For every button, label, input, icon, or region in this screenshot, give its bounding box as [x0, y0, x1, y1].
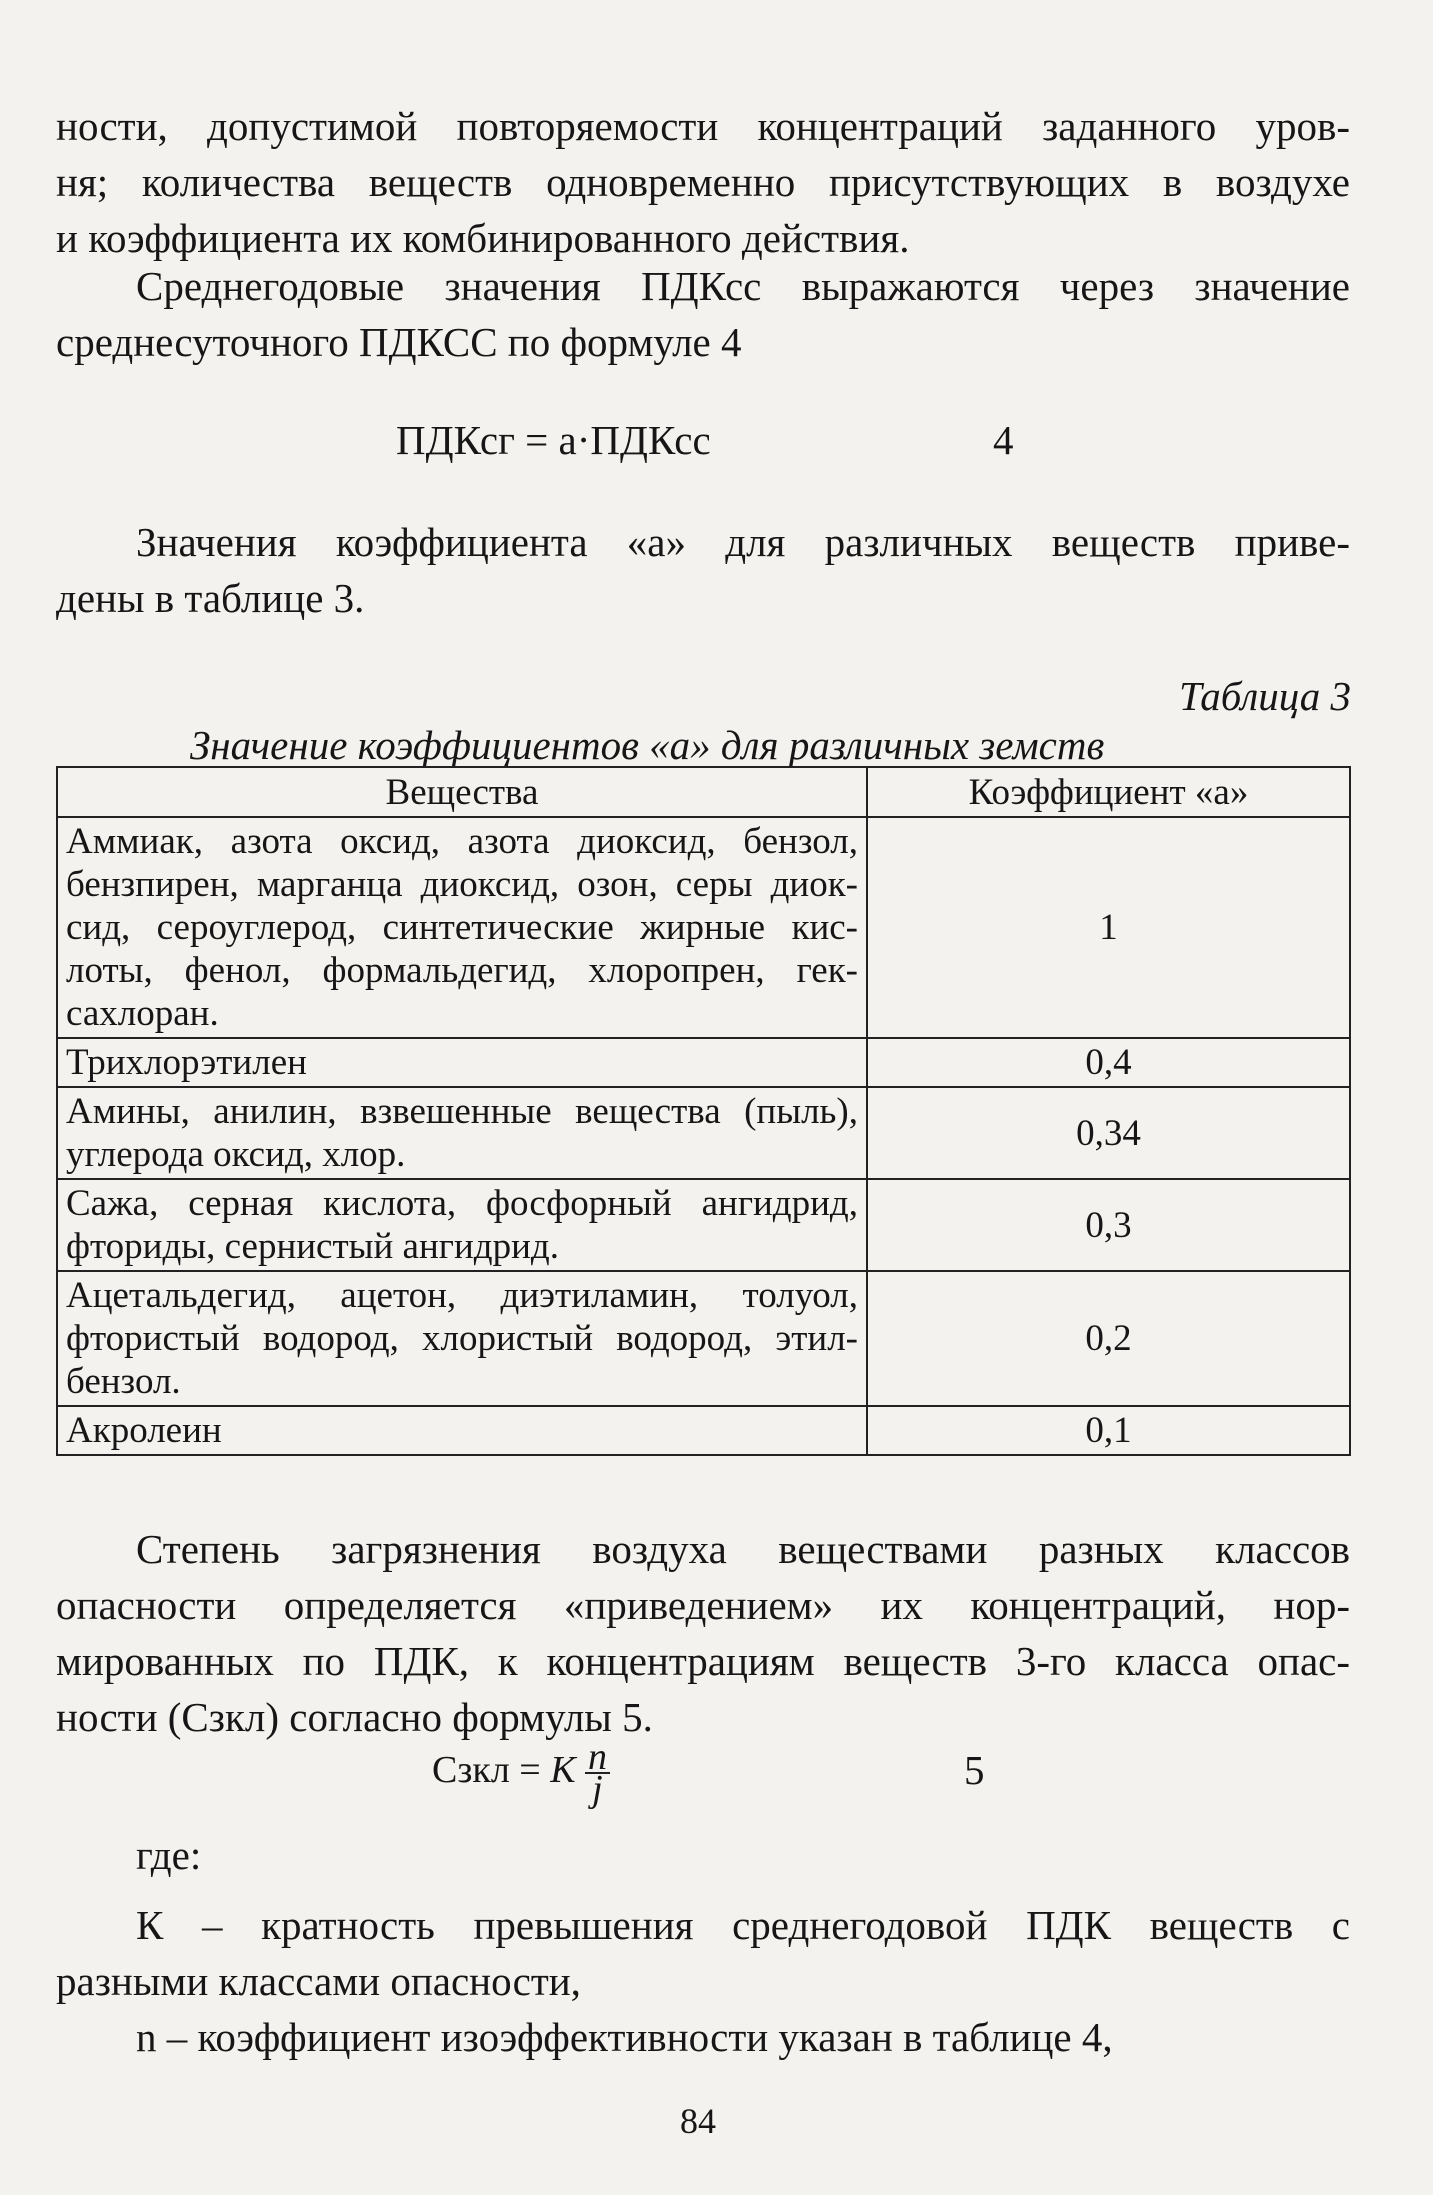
substance-line: фтористый водород, хлористый водород, этил- — [66, 1318, 858, 1359]
coefficient-value: 0,1 — [867, 1406, 1350, 1455]
definition-n: n – коэффициент изоэффективности указан в таблице 4, — [136, 2014, 1113, 2060]
intro-line-2: ня; количества веществ одновременно присутствующих в воздухе — [56, 159, 1350, 205]
table-row — [57, 1271, 1350, 1406]
substance-line: Ацетальдегид, ацетон, диэтиламин, толуол, — [66, 1275, 858, 1316]
table-row — [57, 1087, 1350, 1179]
substance-line: бензол. — [66, 1361, 181, 1402]
formula-4 — [396, 412, 711, 468]
formula-5-lhs: Сзкл = — [432, 1749, 541, 1791]
page-number: 84 — [680, 2101, 716, 2141]
formula-4-number: 4 — [993, 417, 1014, 463]
substance-line: углерода оксид, хлор. — [66, 1134, 406, 1175]
table-caption: Значение коэффициентов «а» для различных земств — [190, 722, 1105, 768]
definition-k-cont: разными классами опасности, — [56, 1958, 581, 2004]
table-header-row — [57, 767, 1350, 817]
intro-line-3: и коэффициента их комбинированного действия. — [56, 215, 910, 261]
para2-line-1: Значения коэффициента «а» для различных веществ приве- — [136, 519, 1350, 565]
substance-line: Аммиак, азота оксид, азота диоксид, бензол, — [66, 821, 858, 862]
formula-5 — [432, 1736, 610, 1811]
formula-5-denominator: j — [592, 1768, 603, 1811]
substance-line: Сажа, серная кислота, фосфорный ангидрид, — [66, 1183, 858, 1224]
table-label: Таблица 3 — [1178, 673, 1351, 719]
coefficient-value: 0,2 — [867, 1271, 1350, 1406]
formula-5-fraction — [585, 1736, 610, 1811]
coefficient-value: 0,3 — [867, 1179, 1350, 1271]
substance-line: Акролеин — [66, 1410, 222, 1451]
coefficient-table — [56, 766, 1351, 1456]
para3-line-4: ности (Сзкл) согласно формулы 5. — [56, 1694, 653, 1740]
where-label: где: — [136, 1832, 202, 1878]
substance-line: сид, сероуглерод, синтетические жирные кис- — [66, 907, 858, 948]
formula-5-number: 5 — [964, 1747, 985, 1793]
substance-line: фториды, сернистый ангидрид. — [66, 1226, 559, 1267]
substances-cell — [57, 1087, 867, 1179]
coefficient-value: 0,34 — [867, 1087, 1350, 1179]
substance-line: сахлоран. — [66, 993, 219, 1034]
table-row — [57, 1038, 1350, 1087]
header-coefficient: Коэффициент «а» — [867, 767, 1350, 817]
definition-k: К – кратность превышения среднегодовой ПДК веществ с — [136, 1902, 1350, 1948]
para3-line-1: Степень загрязнения воздуха веществами разных классов — [136, 1526, 1350, 1572]
para2-line-2: дены в таблице 3. — [56, 575, 365, 621]
substances-cell — [57, 817, 867, 1038]
substance-line: лоты, фенол, формальдегид, хлоропрен, гек- — [66, 950, 858, 991]
table-row — [57, 1179, 1350, 1271]
substances-cell — [57, 1406, 867, 1455]
intro-line-1: ности, допустимой повторяемости концентраций заданного уров- — [56, 103, 1350, 149]
table-row — [57, 1406, 1350, 1455]
formula-4-expression: ПДКсг = а·ПДКсс — [396, 417, 711, 463]
formula-5-numerator: n — [585, 1742, 610, 1774]
coefficient-value: 1 — [867, 817, 1350, 1038]
formula-5-k: К — [550, 1749, 576, 1791]
substances-cell — [57, 1038, 867, 1087]
para3-line-2: опасности определяется «приведением» их концентраций, нор- — [56, 1582, 1350, 1628]
substance-line: бензпирен, марганца диоксид, озон, серы диок- — [66, 864, 858, 905]
para1-line-1: Среднегодовые значения ПДКсс выражаются через значение — [136, 263, 1350, 309]
coefficient-value: 0,4 — [867, 1038, 1350, 1087]
table-row — [57, 817, 1350, 1038]
para3-line-3: мированных по ПДК, к концентрациям веществ 3-го класса опас- — [56, 1638, 1350, 1684]
para1-line-2: среднесуточного ПДКСС по формуле 4 — [56, 319, 742, 365]
substance-line: Трихлорэтилен — [66, 1042, 307, 1083]
header-substances: Вещества — [57, 767, 867, 817]
substances-cell — [57, 1271, 867, 1406]
substances-cell — [57, 1179, 867, 1271]
substance-line: Амины, анилин, взвешенные вещества (пыль), — [66, 1091, 858, 1132]
